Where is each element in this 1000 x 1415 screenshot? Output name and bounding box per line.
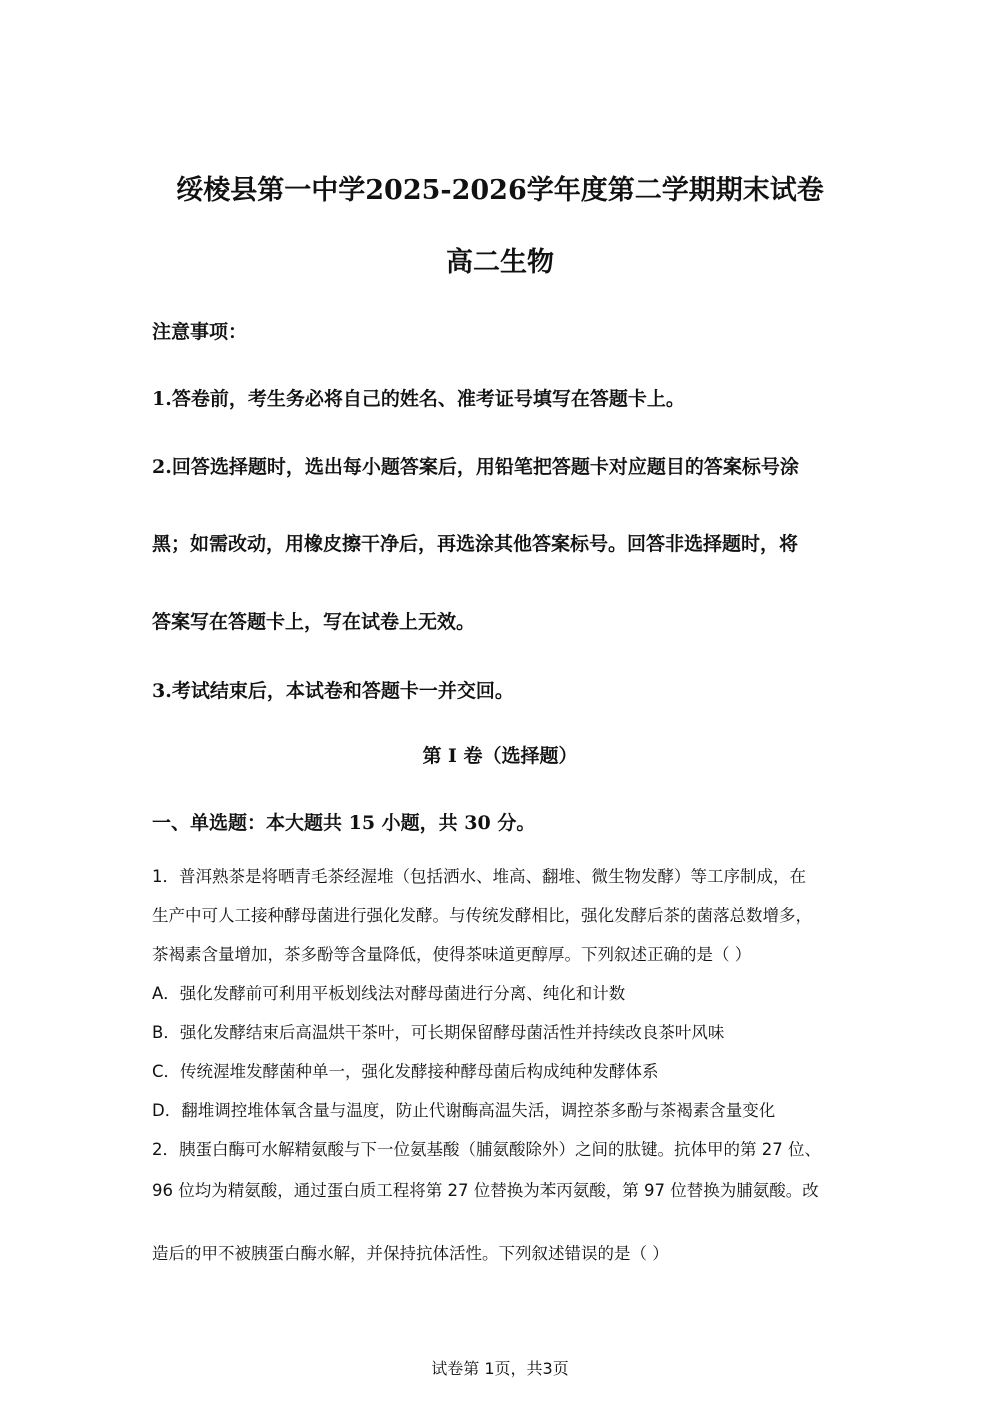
notice-heading: 注意事项：: [152, 321, 248, 343]
exam-title: 绥棱县第一中学2025-2026学年度第二学期期末试卷: [176, 175, 824, 206]
notice-item-2-line-2: 黑；如需改动，用橡皮擦干净后，再选涂其他答案标号。回答非选择题时，将: [152, 533, 799, 555]
part-title: 一、单选题：本大题共 15 小题，共 30 分。: [152, 812, 536, 834]
question-1-option-a: A．强化发酵前可利用平板划线法对酵母菌进行分离、纯化和计数: [152, 984, 626, 1003]
question-1-option-d: D．翻堆调控堆体氧含量与温度，防止代谢酶高温失活，调控茶多酚与茶褐素含量变化: [152, 1101, 776, 1120]
notice-item-2-line-3: 答案写在答题卡上，写在试卷上无效。: [152, 611, 476, 633]
volume-title: 第 I 卷（选择题）: [422, 745, 578, 767]
question-1-option-c: C．传统渥堆发酵菌种单一，强化发酵接种酵母菌后构成纯种发酵体系: [152, 1062, 659, 1081]
notice-item-3: 3.考试结束后，本试卷和答题卡一并交回。: [152, 680, 514, 702]
question-1-stem-line-1: 1．普洱熟茶是将晒青毛茶经渥堆（包括洒水、堆高、翻堆、微生物发酵）等工序制成，在: [152, 867, 806, 886]
page-footer: 试卷第 1页，共3页: [431, 1359, 569, 1378]
question-2-stem-line-1: 2．胰蛋白酶可水解精氨酸与下一位氨基酸（脯氨酸除外）之间的肽键。抗体甲的第 27 位、: [152, 1140, 821, 1159]
notice-item-1: 1.答卷前，考生务必将自己的姓名、准考证号填写在答题卡上。: [152, 388, 685, 410]
notice-item-2-line-1: 2.回答选择题时，选出每小题答案后，用铅笔把答题卡对应题目的答案标号涂: [152, 456, 799, 478]
exam-subject: 高二生物: [446, 247, 554, 278]
question-1-stem-line-3: 茶褐素含量增加，茶多酚等含量降低，使得茶味道更醇厚。下列叙述正确的是（ ）: [152, 945, 752, 964]
question-1-stem-line-2: 生产中可人工接种酵母菌进行强化发酵。与传统发酵相比，强化发酵后茶的菌落总数增多，: [152, 906, 812, 925]
question-1-option-b: B．强化发酵结束后高温烘干茶叶，可长期保留酵母菌活性并持续改良茶叶风味: [152, 1023, 725, 1042]
question-2-stem-line-2: 96 位均为精氨酸，通过蛋白质工程将第 27 位替换为苯丙氨酸，第 97 位替换为脯氨酸。改: [152, 1181, 819, 1200]
question-2-stem-line-3: 造后的甲不被胰蛋白酶水解，并保持抗体活性。下列叙述错误的是（ ）: [152, 1244, 669, 1263]
